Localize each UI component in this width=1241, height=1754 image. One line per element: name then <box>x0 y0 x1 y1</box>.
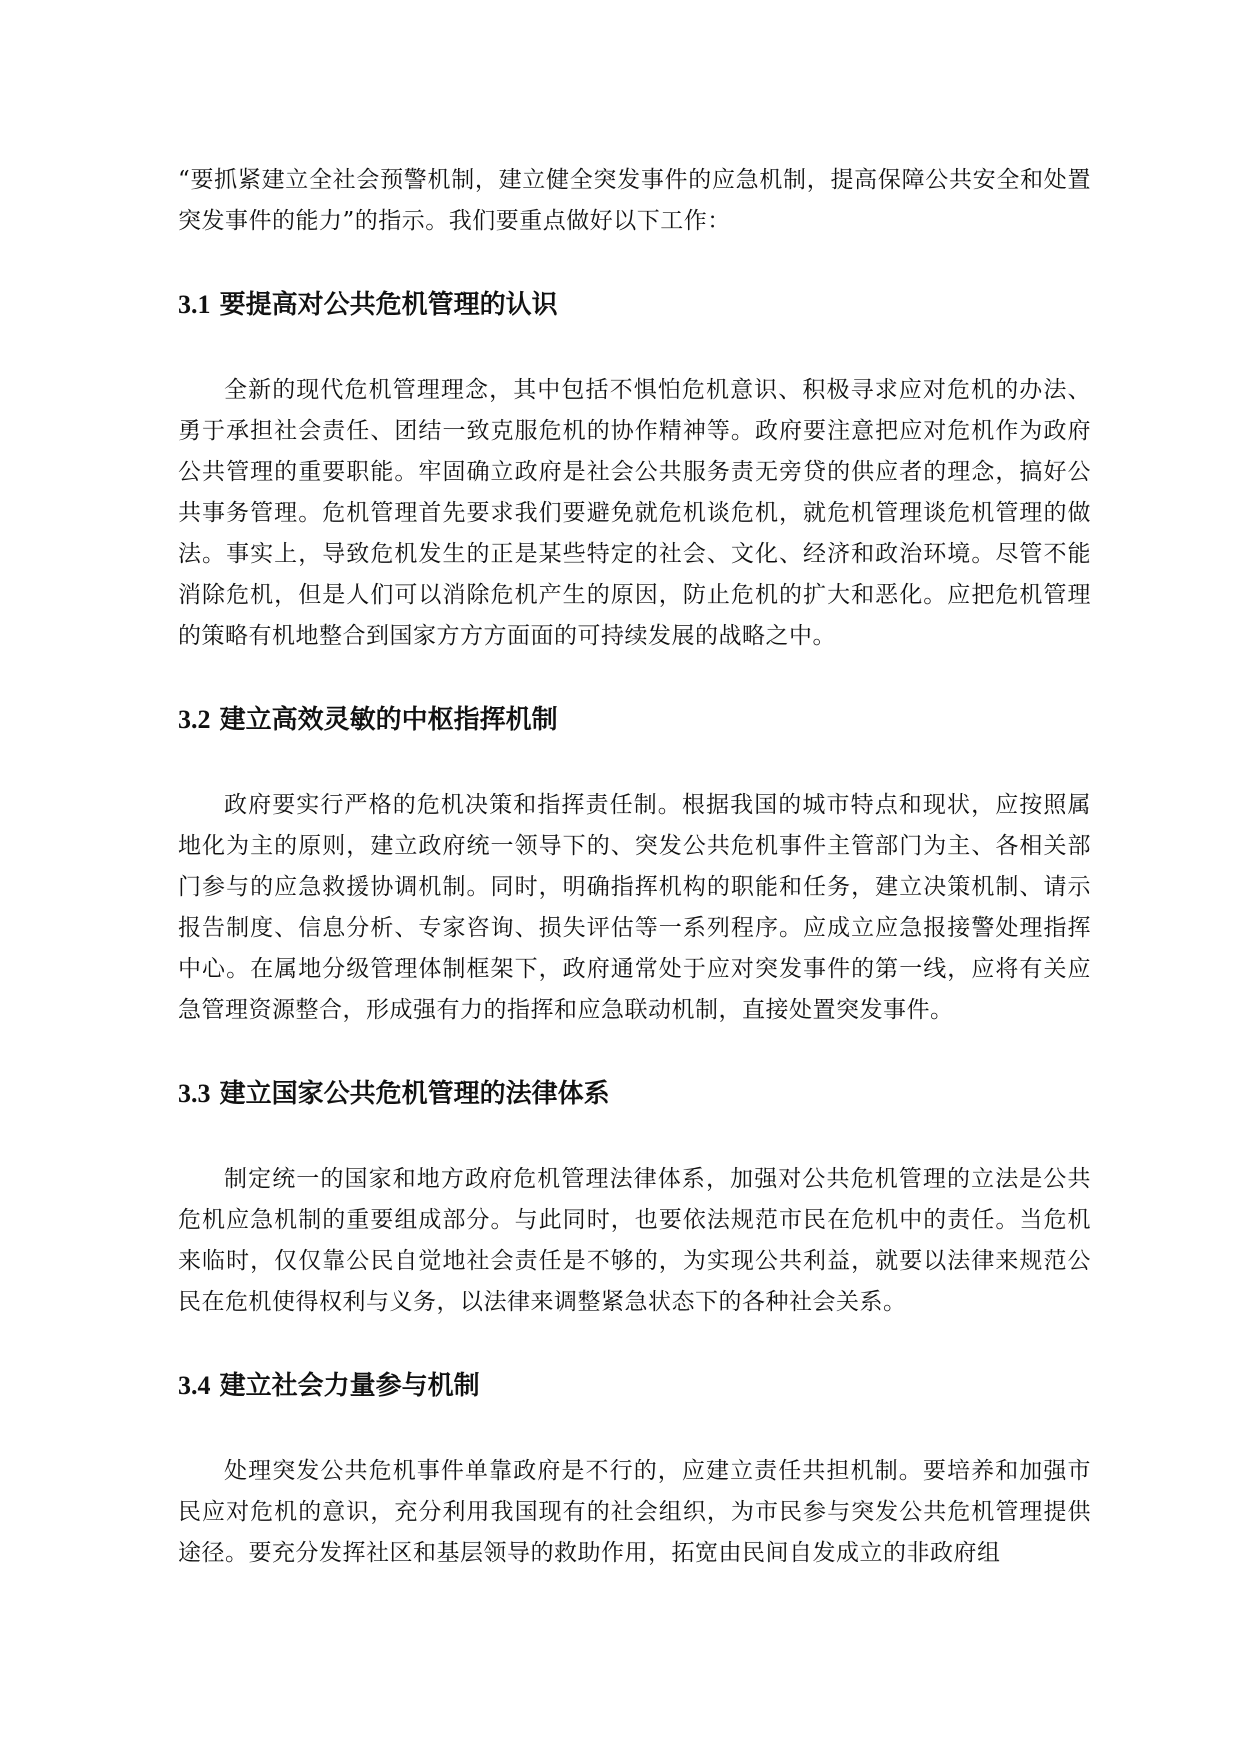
section-number: 3.2 <box>178 705 211 734</box>
section-title: 建立社会力量参与机制 <box>219 1371 480 1401</box>
section-body-3-4: 处理突发公共危机事件单靠政府是不行的，应建立责任共担机制。要培养和加强市民应对危机的意识，充分利用我国现有的社会组织，为市民参与突发公共危机管理提供途径。要充分发挥社区和基层领导的救助作用，拓宽由民间自发成立的非政府组 <box>178 1458 1091 1566</box>
section-heading-3-2 <box>178 700 1091 740</box>
section-body-3-2: 政府要实行严格的危机决策和指挥责任制。根据我国的城市特点和现状，应按照属地化为主的原则，建立政府统一领导下的、突发公共危机事件主管部门为主、各相关部门参与的应急救援协调机制。同时，明确指挥机构的职能和任务，建立决策机制、请示报告制度、信息分析、专家咨询、损失评估等一系列程序。应成立应急报接警处理指挥中心。在属地分级管理体制框架下，政府通常处于应对突发事件的第一线，应将有关应急管理资源整合，形成强有力的指挥和应急联动机制，直接处置突发事件。 <box>178 792 1091 1023</box>
section-number: 3.3 <box>178 1079 211 1108</box>
section-title: 建立高效灵敏的中枢指挥机制 <box>219 705 558 735</box>
section-body-3-1: 全新的现代危机管理理念，其中包括不惧怕危机意识、积极寻求应对危机的办法、勇于承担社会责任、团结一致克服危机的协作精神等。政府要注意把应对危机作为政府公共管理的重要职能。牢固确立政府是社会公共服务责无旁贷的供应者的理念，搞好公共事务管理。危机管理首先要求我们要避免就危机谈危机，就危机管理谈危机管理的做法。事实上，导致危机发生的正是某些特定的社会、文化、经济和政治环境。尽管不能消除危机，但是人们可以消除危机产生的原因，防止危机的扩大和恶化。应把危机管理的策略有机地整合到国家方方方面面的可持续发展的战略之中。 <box>178 377 1091 649</box>
section-heading-3-1 <box>178 285 1091 325</box>
section-heading-3-4 <box>178 1366 1091 1406</box>
section-number: 3.1 <box>178 290 211 319</box>
section-title: 建立国家公共危机管理的法律体系 <box>219 1079 610 1109</box>
section-title: 要提高对公共危机管理的认识 <box>219 290 558 320</box>
document-page <box>178 160 1091 1574</box>
intro-paragraph: “要抓紧建立全社会预警机制，建立健全突发事件的应急机制，提高保障公共安全和处置突发事件的能力”的指示。我们要重点做好以下工作： <box>178 167 1091 234</box>
section-number: 3.4 <box>178 1371 211 1400</box>
section-heading-3-3 <box>178 1074 1091 1114</box>
section-body-3-3: 制定统一的国家和地方政府危机管理法律体系，加强对公共危机管理的立法是公共危机应急机制的重要组成部分。与此同时，也要依法规范市民在危机中的责任。当危机来临时，仅仅靠公民自觉地社会责任是不够的，为实现公共利益，就要以法律来规范公民在危机使得权利与义务，以法律来调整紧急状态下的各种社会关系。 <box>178 1166 1091 1315</box>
